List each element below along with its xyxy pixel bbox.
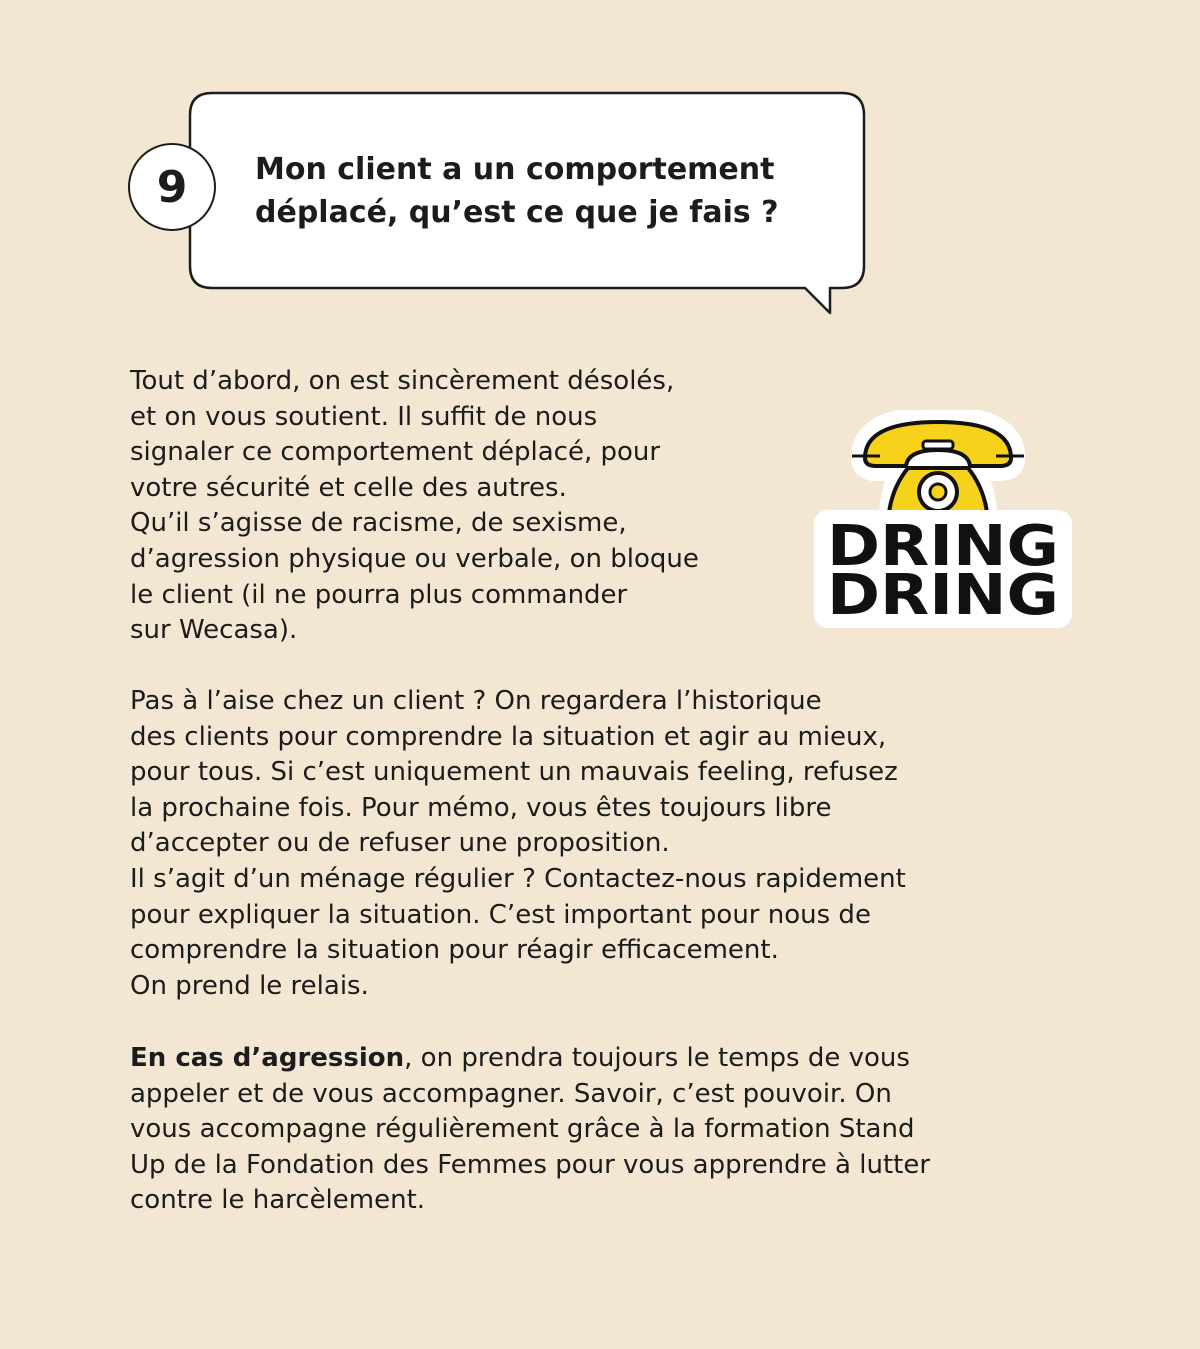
question-number: 9 [156, 161, 188, 213]
paragraph-intro: Tout d’abord, on est sincèrement désolés, et on vous soutient. Il suffit de nous signaler ce comportement déplacé, pour votre sécurité et celle des autres. Qu’il s’agisse de racisme, de sexisme, d’agression physique ou verbale, on bloque le client (il ne pourra plus commander sur Wecasa). [130, 366, 699, 646]
question-title: Mon client a un comportement déplacé, qu’est ce que je fais ? [255, 152, 779, 230]
paragraph-discomfort: Pas à l’aise chez un client ? On regardera l’historique des clients pour comprendre la situation et agir au mieux, pour tous. Si c’est uniquement un mauvais feeling, refusez la prochaine fois. Pour mémo, vous êtes toujours libre d’accepter ou de refuser une proposition. Il s’agit d’un ménage régulier ? Contactez-nous rapidement pour expliquer la situation. C’est important pour nous de comprendre la situation pour réagir efficacement. On prend le relais. [130, 686, 906, 1001]
aggression-lead: En cas d’agression [130, 1043, 405, 1073]
aggression-text: , on prendra toujours le temps de vous appeler et de vous accompagner. Savoir, c’est pouvoir. On vous accompagne régulièrement grâce à la formation Stand Up de la Fondation des Femmes pour vous apprendre à lutter contre le harcèlement. [130, 1043, 931, 1216]
question-number-badge [128, 143, 216, 231]
telephone-icon [852, 415, 1024, 522]
sticker-line-1: DRING [827, 514, 1059, 579]
sticker-line-2: DRING [827, 563, 1059, 628]
paragraph-aggression [130, 1041, 1090, 1219]
dring-sticker [810, 410, 1080, 635]
